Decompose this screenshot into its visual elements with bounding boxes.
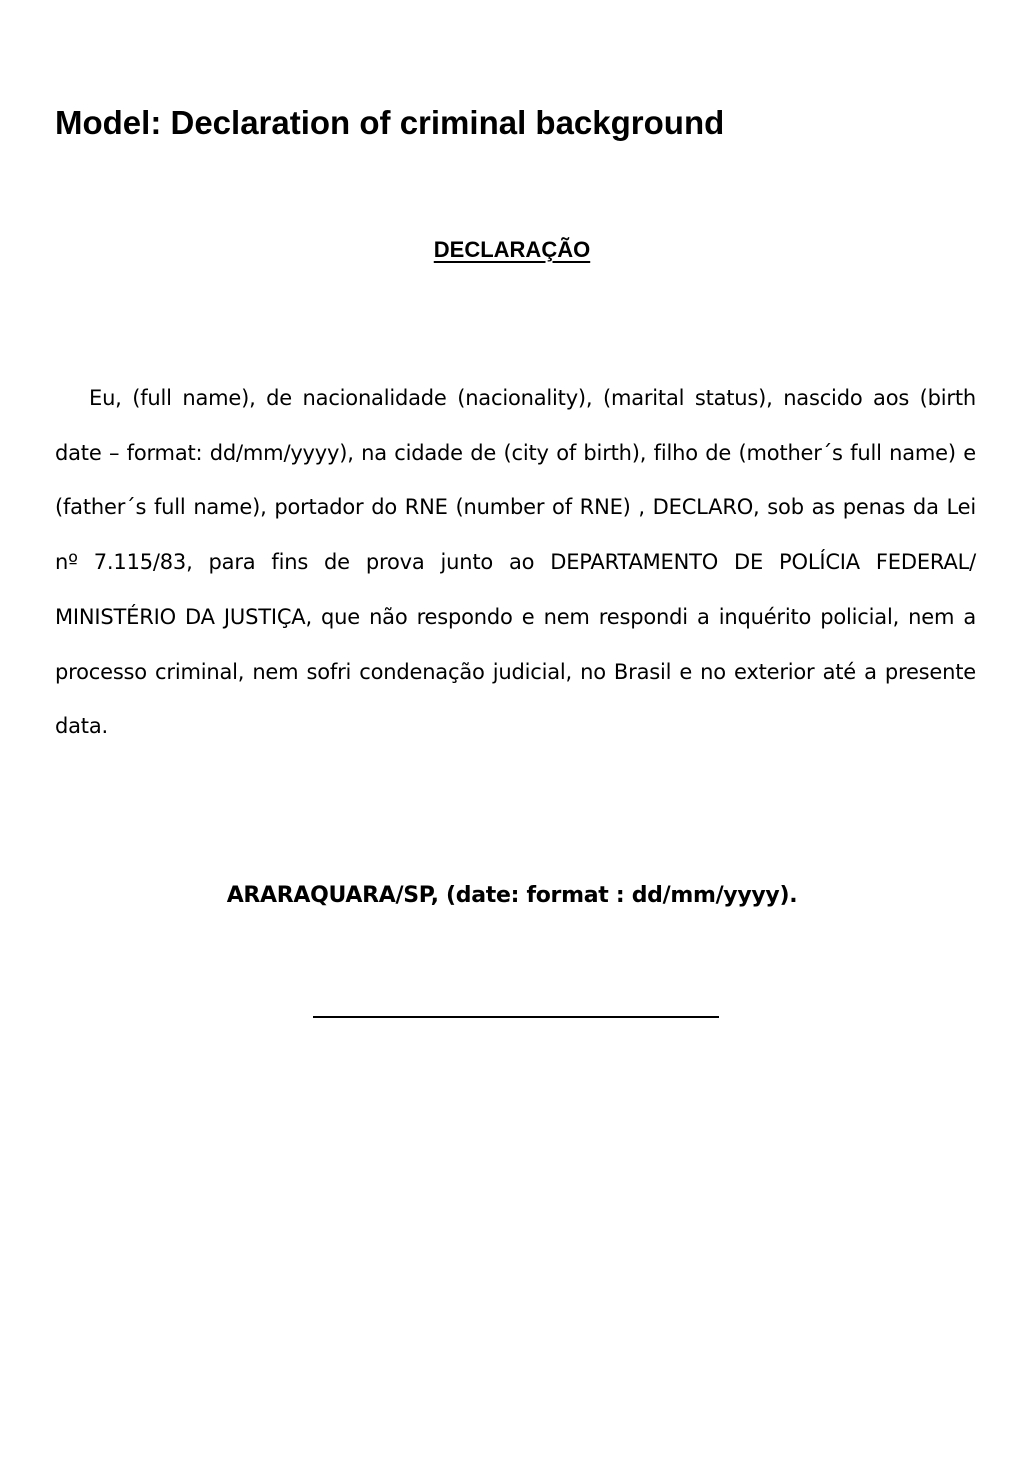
signature-line <box>313 1016 719 1018</box>
declaration-heading <box>0 232 1024 268</box>
model-title: Model: Declaration of criminal background <box>55 104 725 141</box>
place-and-date: ARARAQUARA/SP, (date: format : dd/mm/yyyy). <box>226 883 798 908</box>
declaration-heading-text: DECLARAÇÃO <box>433 237 591 262</box>
declaration-body: Eu, (full name), de nacionalidade (nacionality), (marital status), nascido aos (birth date – format: dd/mm/yyyy), na cidade de (city of birth), filho de (mother´s full name) e (father´s full name), portador do RNE (number of RNE) , DECLARO, sob as penas da Lei nº 7.115/83, para fins de prova junto ao DEPARTAMENTO DE POLÍCIA FEDERAL/ MINISTÉRIO DA JUSTIÇA, que não respondo e nem respondi a inquérito policial, nem a processo criminal, nem sofri condenação judicial, no Brasil e no exterior até a presente data. <box>55 386 976 739</box>
